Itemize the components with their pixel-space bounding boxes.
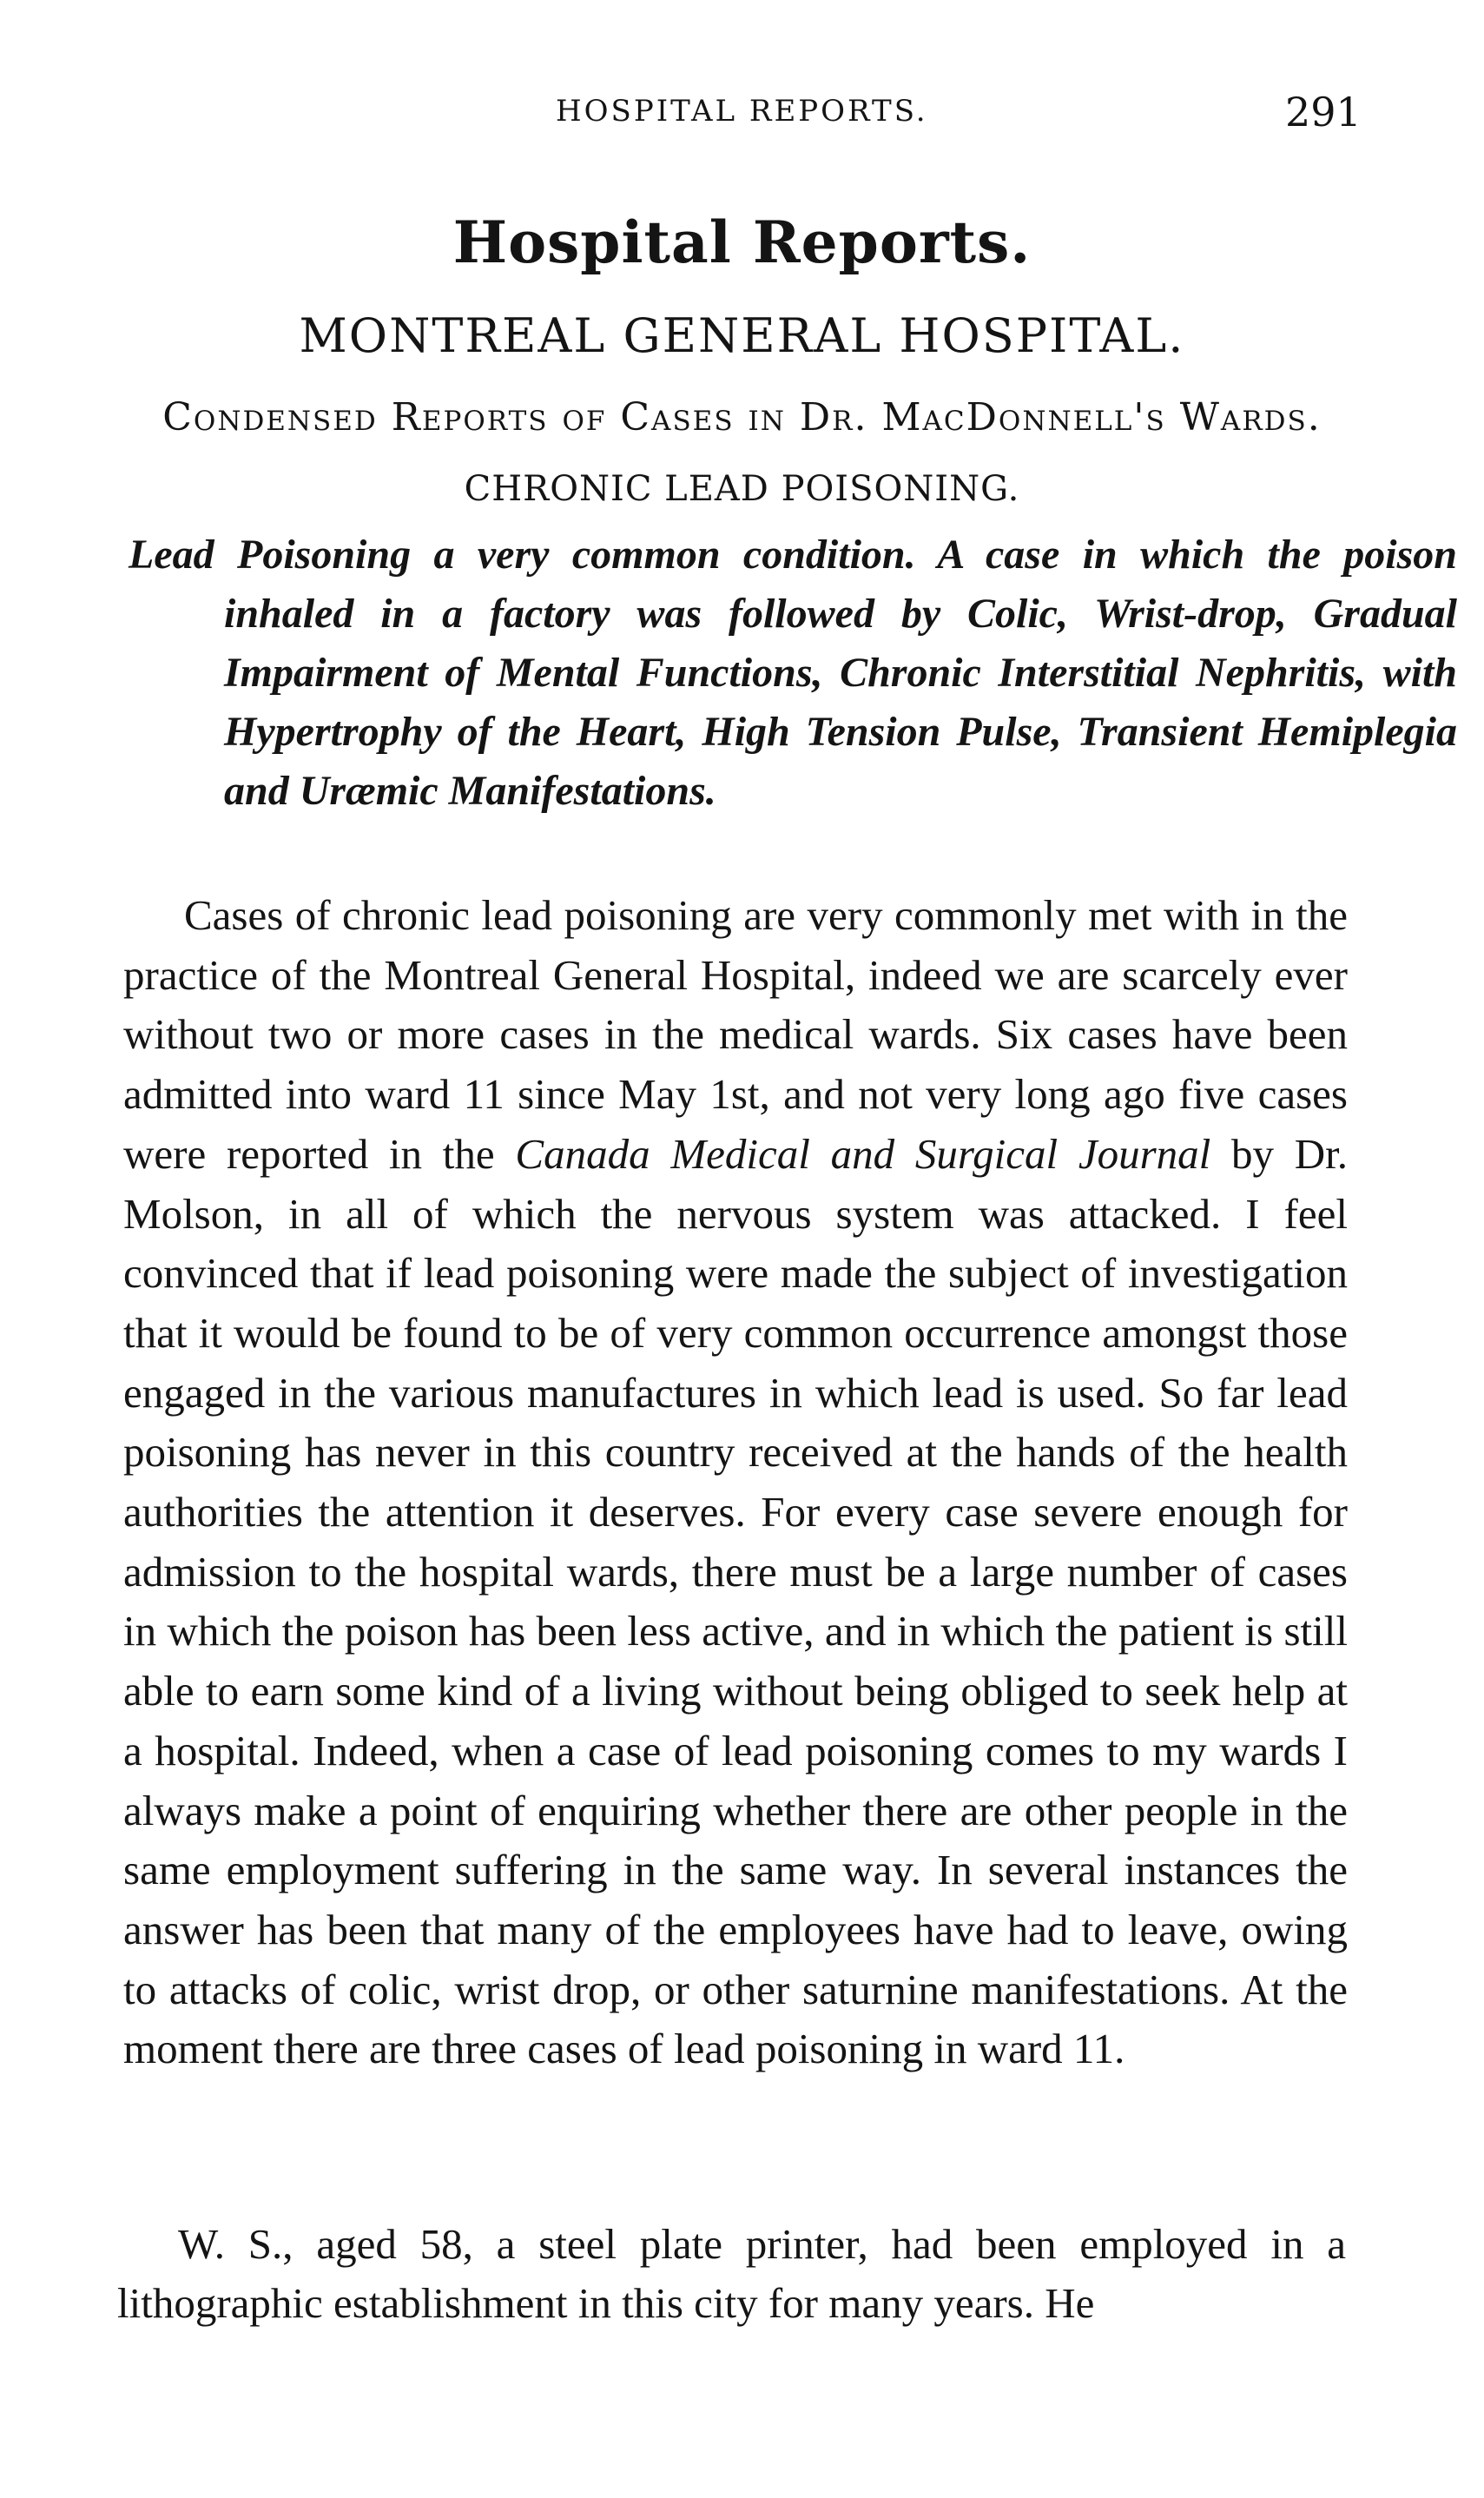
running-head: HOSPITAL REPORTS.	[556, 94, 928, 129]
page-number: 291	[1285, 89, 1362, 135]
body-paragraph-2: W. S., aged 58, a steel plate printer, had been employed in a lithographic establishment in this city for many years. He	[117, 2220, 1346, 2327]
journal-title: Canada Medical and Surgical Journal	[515, 1129, 1211, 1178]
section-heading: Hospital Reports.	[452, 208, 1032, 276]
case-summary: Lead Poisoning a very common condition. A case in which the poison inhaled in a factory was followed by Colic, Wrist-drop, Gradual Impairment of Mental Functions, Chronic Interstitial Nephritis, with Hypertrophy of the Heart, High Tension Pulse, Transient Hemiplegia and Uræmic Manifestations.	[129, 532, 1457, 814]
report-subtitle: Condensed Reports of Cases in Dr. MacDonnell's Wards.	[162, 395, 1322, 439]
body-paragraph-1	[123, 886, 1348, 2079]
case-title: CHRONIC LEAD POISONING.	[464, 469, 1020, 509]
hospital-title: MONTREAL GENERAL HOSPITAL.	[299, 308, 1185, 363]
paragraph-1-text-a: Cases of chronic lead poisoning are very commonly met with in the practice of the Montreal General Hospital, indeed we are scarcely ever without two or more cases in the medical wards. Six cases have been admitted into ward 11 since May 1st, and not very long ago five cases were reported in the	[123, 891, 1348, 1178]
paragraph-1-text-b: by Dr. Molson, in all of which the nervous system was attacked. I feel convinced that if lead poisoning were made the subject of investigation that it would be found to be of very common occurrence amongst those engaged in the various manufactures in which lead is used. So far lead poisoning has never in this country received at the hands of the health authorities the attention it deserves. For every case severe enough for admission to the hospital wards, there must be a large number of cases in which the poison has been less active, and in which the patient is still able to earn some kind of a living without being obliged to seek help at a hospital. Indeed, when a case of lead poisoning comes to my wards I always make a point of enquiring whether there are other people in the same employment suffering in the same way. In several instances the answer has been that many of the employees have had to leave, owing to attacks of colic, wrist drop, or other saturnine manifestations. At the moment there are three cases of lead poisoning in ward 11.	[123, 1129, 1348, 2073]
